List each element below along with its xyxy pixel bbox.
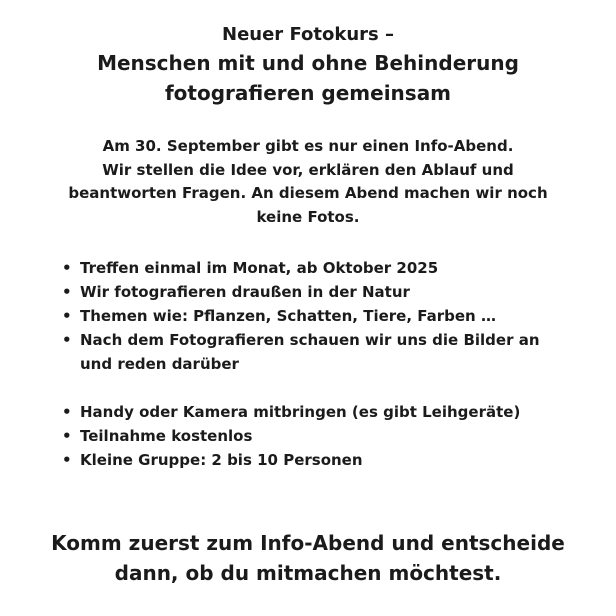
list-item [62, 328, 562, 376]
list-item-text: Handy oder Kamera mitbringen (es gibt Leihgeräte) [80, 403, 521, 421]
list-item [62, 448, 562, 472]
course-details-list [62, 256, 562, 376]
intro-line-4: keine Fotos. [256, 207, 360, 226]
list-item-text: Themen wie: Pflanzen, Schatten, Tiere, Farben … [80, 307, 496, 325]
flyer-title [0, 22, 616, 108]
title-line-2: Menschen mit und ohne Behinderung [97, 51, 519, 75]
closing-call-to-action [0, 528, 616, 588]
intro-paragraph [40, 135, 576, 229]
list-item-text: Wir fotografieren draußen in der Natur [80, 283, 410, 301]
list-item [62, 304, 562, 328]
closing-line-1: Komm zuerst zum Info-Abend und entscheide [51, 531, 565, 555]
list-item-text: Teilnahme kostenlos [80, 427, 253, 445]
list-item [62, 256, 562, 280]
list-item-text: Kleine Gruppe: 2 bis 10 Personen [80, 451, 363, 469]
title-line-1: Neuer Fotokurs – [222, 24, 394, 45]
intro-line-3: beantworten Fragen. An diesem Abend machen wir noch [68, 184, 548, 202]
bullet-icon: • [62, 283, 72, 301]
bullet-icon: • [62, 427, 72, 445]
title-line-3: fotografieren gemeinsam [164, 81, 452, 105]
bullet-icon: • [62, 307, 72, 325]
list-item [62, 280, 562, 304]
list-item-text: Treffen einmal im Monat, ab Oktober 2025 [80, 259, 439, 277]
list-item [62, 424, 562, 448]
intro-line-2: Wir stellen die Idee vor, erklären den Ablauf und [102, 160, 514, 179]
list-item [62, 400, 562, 424]
bullet-icon: • [62, 403, 72, 421]
list-item-text: Nach dem Fotografieren schauen wir uns die Bilder an und reden darüber [80, 331, 540, 373]
closing-line-2: dann, ob du mitmachen möchtest. [114, 561, 502, 585]
bullet-icon: • [62, 331, 72, 349]
participation-info-list [62, 400, 562, 472]
intro-line-1: Am 30. September gibt es nur einen Info-Abend. [102, 137, 514, 155]
bullet-icon: • [62, 451, 72, 469]
bullet-icon: • [62, 259, 72, 277]
